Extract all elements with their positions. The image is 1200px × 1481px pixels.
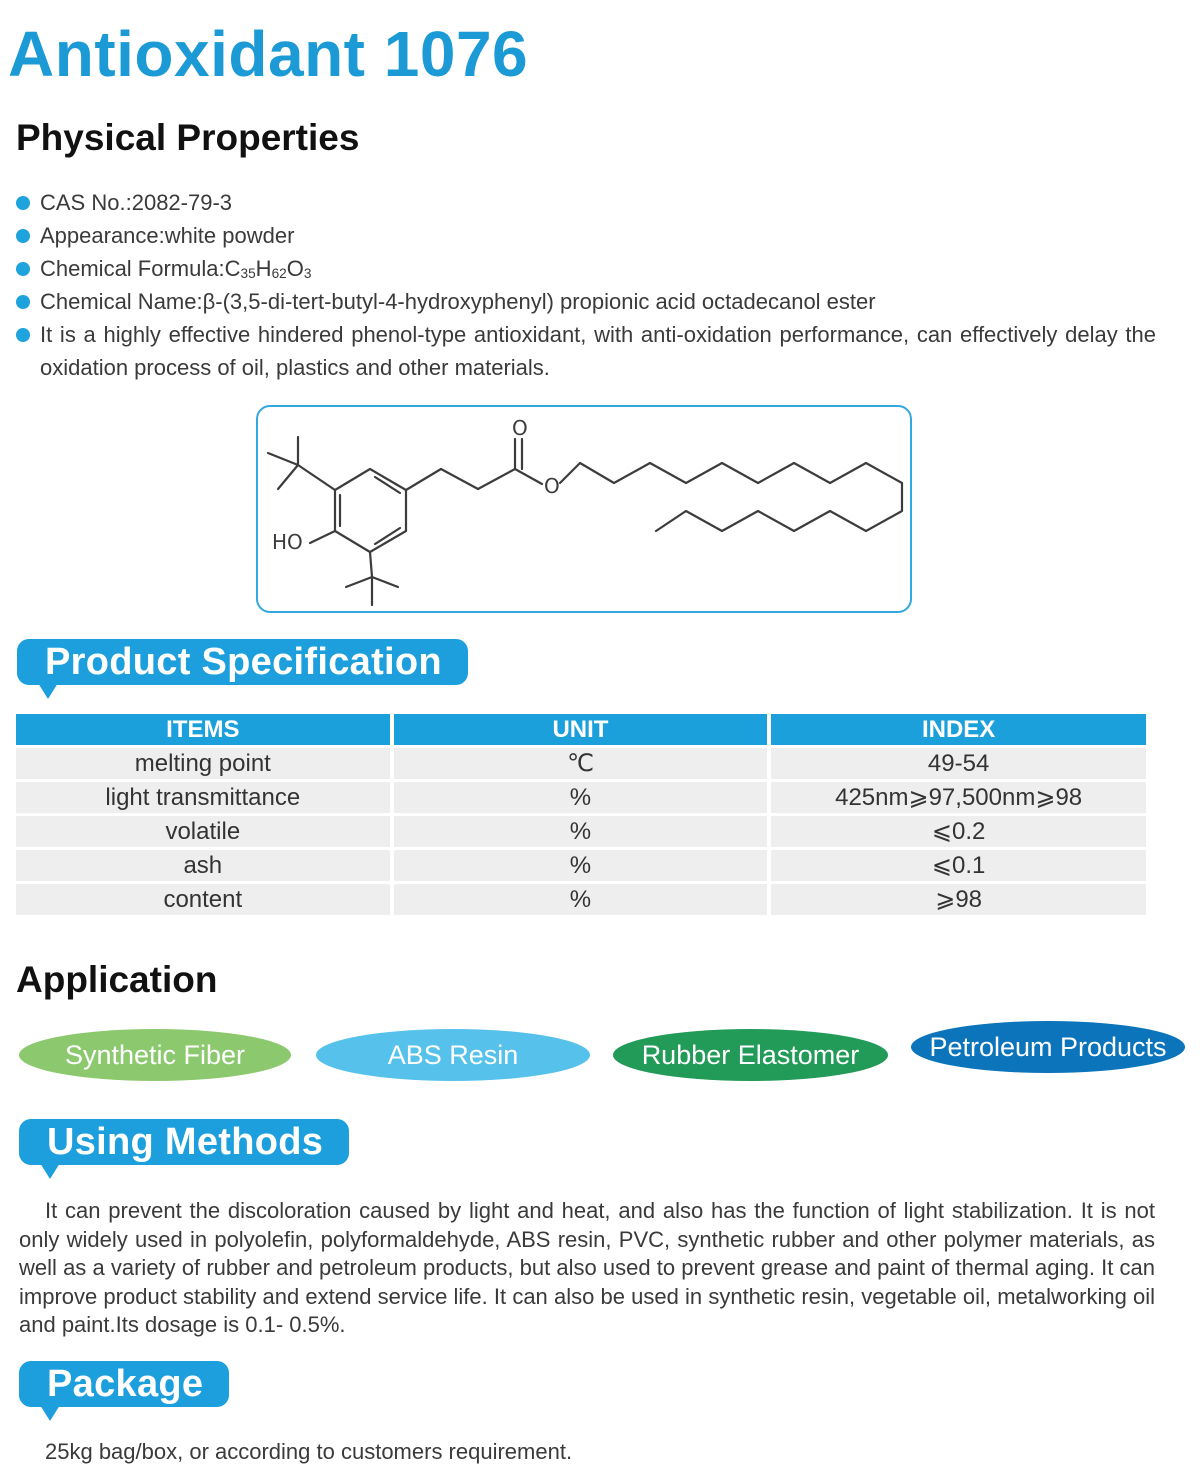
property-label: Appearance (40, 223, 159, 248)
using-methods-heading: Using Methods (19, 1119, 349, 1165)
application-petroleum-products: Petroleum Products (911, 1021, 1185, 1073)
bullet-icon (16, 295, 30, 309)
property-value: white powder (164, 223, 295, 248)
molecular-structure-icon (258, 407, 910, 611)
cell-item: melting point (16, 748, 390, 779)
cell-unit: % (394, 816, 768, 847)
bullet-icon (16, 196, 30, 210)
cell-index: 425nm⩾97,500nm⩾98 (771, 782, 1146, 813)
property-cas (16, 186, 1156, 219)
table-header-row (16, 714, 1146, 745)
property-label: Chemical Name (40, 289, 197, 314)
cell-index: 49-54 (771, 748, 1146, 779)
cell-unit: % (394, 884, 768, 915)
table-row (16, 884, 1146, 915)
property-description (16, 318, 1156, 384)
bullet-icon (16, 262, 30, 276)
cell-unit: % (394, 782, 768, 813)
bullet-icon (16, 328, 30, 342)
using-methods-text: It can prevent the discoloration caused by light and heat, and also has the function of light stabilization. It is not only widely used in polyolefin, polyformaldehyde, ABS resin, PVC, synthetic rubber and other polymer materials, as well as a variety of rubber and petroleum products, but also used to prevent grease and paint of thermal aging. It can improve product stability and extend service life. It can also be used in synthetic resin, vegetable oil, metalworking oil and paint.Its dosage is 0.1- 0.5%. (19, 1198, 1155, 1337)
heading-pointer-icon (40, 1163, 60, 1179)
property-separator: : (218, 256, 225, 281)
specification-table (12, 711, 1150, 918)
property-label: CAS No. (40, 190, 126, 215)
chemical-formula: $C_{35}H_{62}O_3$ (224, 256, 312, 282)
package-text: 25kg bag/box, or according to customers requirement. (45, 1439, 573, 1464)
hydroxyl-label: HO (272, 530, 303, 554)
application-heading: Application (16, 959, 218, 1000)
header-items: ITEMS (16, 714, 390, 745)
application-abs-resin: ABS Resin (316, 1029, 590, 1081)
cell-index: ⩾98 (771, 884, 1146, 915)
application-synthetic-fiber: Synthetic Fiber (19, 1029, 291, 1081)
page-title: Antioxidant 1076 (8, 18, 529, 90)
property-chemical-name (16, 285, 1156, 318)
cell-unit: ℃ (394, 748, 768, 779)
header-unit: UNIT (394, 714, 768, 745)
bullet-icon (16, 229, 30, 243)
cell-item: light transmittance (16, 782, 390, 813)
ester-oxygen-label: O (544, 474, 560, 498)
property-value: 2082-79-3 (131, 190, 233, 215)
header-index: INDEX (771, 714, 1146, 745)
property-text: It is a highly effective hindered phenol-type antioxidant, with anti-oxidation performance, can effectively delay the oxidation process of oil, plastics and other materials. (40, 322, 1156, 380)
property-separator: : (125, 190, 132, 215)
physical-properties-list (16, 186, 1156, 384)
cell-index: ⩽0.2 (771, 816, 1146, 847)
cell-unit: % (394, 850, 768, 881)
heading-pointer-icon (40, 1405, 60, 1421)
physical-properties-heading: Physical Properties (16, 117, 360, 158)
cell-item: ash (16, 850, 390, 881)
property-appearance (16, 219, 1156, 252)
product-specification-heading: Product Specification (17, 639, 468, 685)
table-row (16, 850, 1146, 881)
table-row (16, 782, 1146, 813)
property-formula (16, 252, 1156, 285)
property-value: β-(3,5-di-tert-butyl-4-hydroxyphenyl) propionic acid octadecanol ester (202, 289, 876, 314)
application-rubber-elastomer: Rubber Elastomer (613, 1029, 888, 1081)
heading-pointer-icon (38, 683, 58, 699)
structure-diagram-box (256, 405, 912, 613)
cell-item: volatile (16, 816, 390, 847)
package-heading: Package (19, 1361, 229, 1407)
table-row (16, 816, 1146, 847)
property-separator: : (158, 223, 165, 248)
cell-item: content (16, 884, 390, 915)
property-separator: : (196, 289, 203, 314)
property-label: Chemical Formula (40, 256, 219, 281)
carbonyl-oxygen-label: O (512, 416, 528, 440)
cell-index: ⩽0.1 (771, 850, 1146, 881)
table-row (16, 748, 1146, 779)
